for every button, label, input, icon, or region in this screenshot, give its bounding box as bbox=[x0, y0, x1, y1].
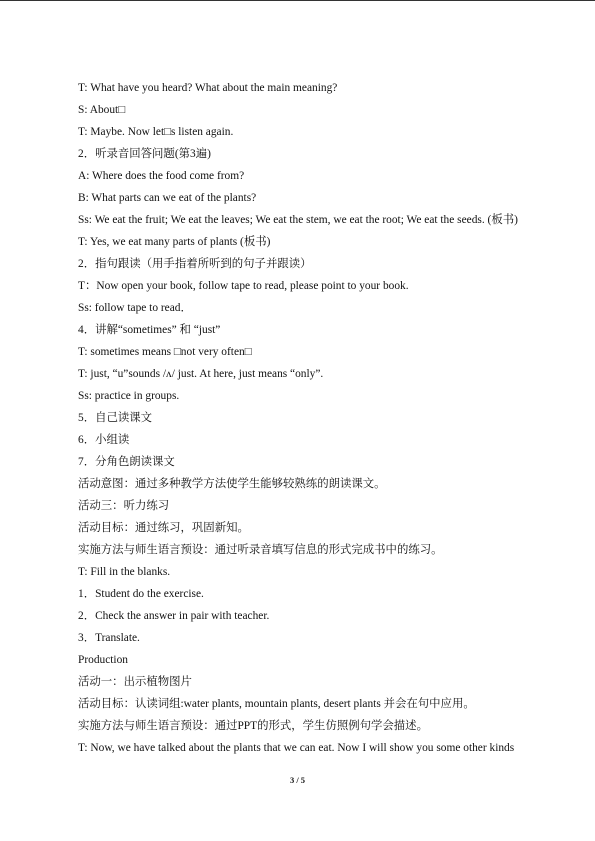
text-line: T: sometimes means □not very often□ bbox=[78, 346, 252, 358]
text-line: T: just, “u”sounds /ʌ/ just. At here, just means “only”. bbox=[78, 368, 324, 380]
text-line: 活动一：出示植物图片 bbox=[78, 676, 192, 688]
text-line: 6．小组读 bbox=[78, 434, 130, 446]
text-line: A: Where does the food come from? bbox=[78, 170, 245, 182]
text-line: 3．Translate. bbox=[78, 632, 140, 644]
text-line: T：Now open your book, follow tape to read, please point to your book. bbox=[78, 280, 409, 292]
text-line: 5．自己读课文 bbox=[78, 412, 153, 424]
text-line: T: What have you heard? What about the main meaning? bbox=[78, 82, 338, 94]
page-number: 3 / 5 bbox=[289, 775, 306, 785]
text-line: Ss: follow tape to read． bbox=[78, 302, 192, 314]
text-line: 4．讲解“sometimes” 和 “just” bbox=[78, 324, 221, 336]
text-line: Production bbox=[78, 654, 128, 666]
text-line: 7．分角色朗读课文 bbox=[78, 456, 175, 468]
text-line: 实施方法与师生语言预设：通过PPT的形式，学生仿照例句学会描述。 bbox=[78, 720, 428, 732]
text-line: S: About□ bbox=[78, 104, 126, 116]
text-line: 活动目标：认读词组:water plants, mountain plants, desert plants 并会在句中应用。 bbox=[78, 698, 475, 710]
text-line: 2．听录音回答问题(第3遍) bbox=[78, 148, 211, 160]
text-line: T: Now, we have talked about the plants that we can eat. Now I will show you some other kinds bbox=[78, 742, 515, 754]
text-line: Ss: We eat the fruit; We eat the leaves; We eat the stem, we eat the root; We eat the seeds. (板书) bbox=[78, 214, 518, 226]
text-line: 活动目标：通过练习，巩固新知。 bbox=[78, 522, 249, 534]
text-line: 活动意图：通过多种教学方法使学生能够较熟练的朗读课文。 bbox=[78, 478, 386, 490]
text-line: 2．指句跟读（用手指着所听到的句子并跟读） bbox=[78, 258, 312, 270]
text-line: T: Yes, we eat many parts of plants (板书) bbox=[78, 236, 271, 248]
text-line: 1．Student do the exercise. bbox=[78, 588, 204, 600]
text-line: T: Fill in the blanks. bbox=[78, 566, 171, 578]
text-line: 2．Check the answer in pair with teacher. bbox=[78, 610, 270, 622]
text-line: T: Maybe. Now let□s listen again. bbox=[78, 126, 234, 138]
page-top-rule bbox=[0, 0, 595, 1]
text-line: 活动三：听力练习 bbox=[78, 500, 170, 512]
text-line: Ss: practice in groups. bbox=[78, 390, 180, 402]
document-body bbox=[78, 80, 558, 762]
text-line: B: What parts can we eat of the plants? bbox=[78, 192, 257, 204]
text-line: 实施方法与师生语言预设：通过听录音填写信息的形式完成书中的练习。 bbox=[78, 544, 443, 556]
